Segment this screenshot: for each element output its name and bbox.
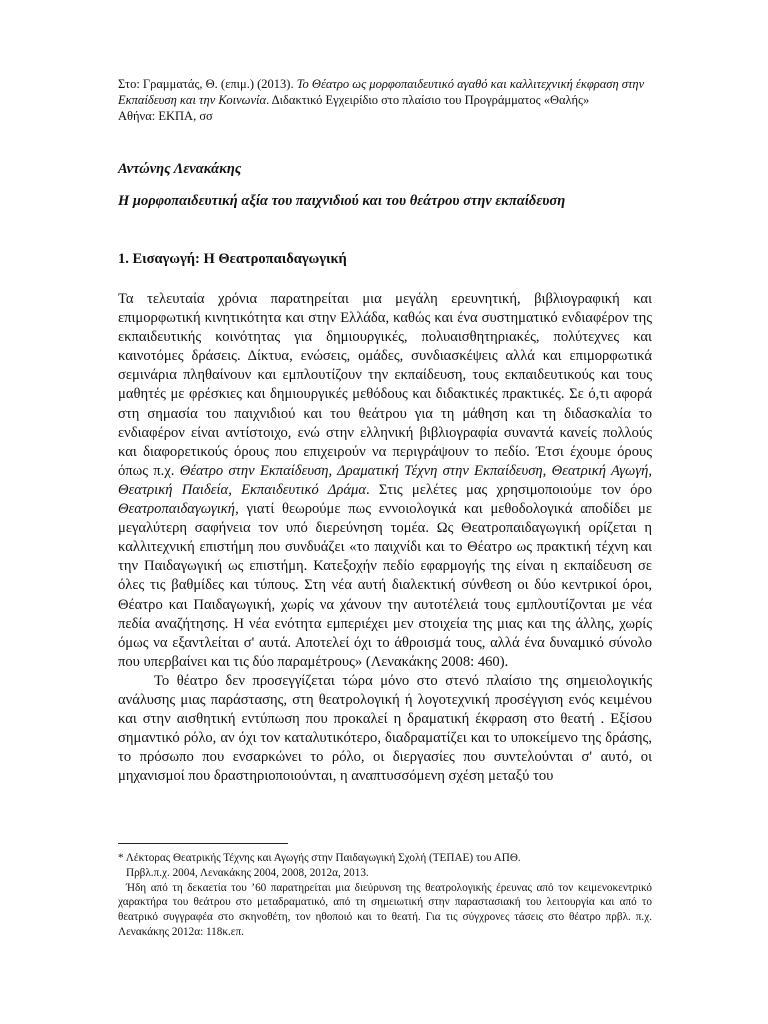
paragraph-1-text-3: , γιατί θεωρούμε πως εννοιολογικά και μεθοδολογικά αποδίδει με μεγαλύτερη σαφήνεια τον υπό διερεύνηση τομέα. Ως Θεατροπαιδαγωγική ορίζεται η καλλιτεχνική επιστήμη που συνδυάζει «το παιχνίδι και το Θέατρο ως πρακτική τέχνη και την Παιδαγωγική ως επιστήμη. Κατεξοχήν πεδίο εφαρμογής της είναι η εκπαίδευση σε όλες τις βαθμίδες και τύπους. Στη νέα αυτή διαλεκτική σύνθεση οι δύο κεντρικοί όροι, Θέατρο και Παιδαγωγική, χωρίς να χάνουν την αυτοτέλειά τους εμπλουτίζονται με νέα πεδία αναζήτησης. Η νέα ενότητα εμπεριέχει μεν στοιχεία της μιας και της άλλης, χωρίς όμως να εξαντλείται σ' αυτά. Αποτελεί όχι το άθροισμά τους, αλλά ένα δυναμικό σύνολο που υπερβαίνει και τις δύο παραμέτρους» (Λενακάκης 2008: 460).	[118, 501, 652, 670]
author-name: Αντώνης Λενακάκης	[118, 161, 242, 177]
footnote-divider	[118, 843, 288, 844]
citation-book-title: Το Θέατρο ως μορφοπαιδευτικό αγαθό και καλλιτεχνική έκφραση στην Εκπαίδευση και την Κοινωνία	[118, 77, 645, 107]
footnote-3: Ήδη από τη δεκαετία του ’60 παρατηρείται μια διεύρυνση της θεατρολογικής έρευνας από τον κειμενοκεντρικό χαρακτήρα του θεάτρου στο μεταδραματικό, από τη σημειωτική στην παραστασιακή του λειτουργία και από το θεατρικό συγγραφέα στο σκηνοθέτη, τον ηθοποιό και το θεατή. Για τις σύγχρονες τάσεις στο θέατρο πρβλ. π.χ. Λενακάκης 2012α: 118κ.επ.	[118, 881, 652, 938]
citation-text: Στο: Γραμματάς, Θ. (επιμ.) (2013).	[118, 77, 297, 91]
footnote-1: * Λέκτορας Θεατρικής Τέχνης και Αγωγής στην Παιδαγωγική Σχολή (ΤΕΠΑΕ) του ΑΠΘ.	[118, 852, 521, 864]
section-heading: 1. Εισαγωγή: Η Θεατροπαιδαγωγική	[118, 251, 347, 267]
paragraph-2: Το θέατρο δεν προσεγγίζεται τώρα μόνο στο στενό πλαίσιο της σημειολογικής ανάλυσης μιας παράστασης, στη θεατρολογική ή λογοτεχνική προσέγγιση ενός κειμένου και στην αισθητική εντύπωση που προκαλεί η δραματική έκφραση στο θεατή . Εξίσου σημαντικό ρόλο, αν όχι τον καταλυτικότερο, διαδραματίζει και το υποκείμενο της δράσης, το πρόσωπο που ενσαρκώνει το ρόλο, οι διεργασίες που συντελούνται σ' αυτό, οι μηχανισμοί που δραστηριοποιούνται, η αναπτυσσόμενη σχέση μεταξύ του	[118, 672, 652, 785]
footnote-2: Πρβλ.π.χ. 2004, Λενακάκης 2004, 2008, 2012α, 2013.	[126, 866, 369, 879]
citation-header	[118, 76, 652, 124]
paragraph-1-term: Θεατροπαιδαγωγική	[118, 501, 236, 518]
paragraph-1-terms: Θέατρο στην Εκπαίδευση, Δραματική Τέχνη στην Εκπαίδευση, Θεατρική Αγωγή, Θεατρική Παιδεία, Εκπαιδευτικό Δράμα	[118, 462, 652, 498]
paragraph-1-text-2: . Στις μελέτες μας χρησιμοποιούμε τον όρο	[366, 481, 652, 498]
article-title: Η μορφοπαιδευτική αξία του παιχνιδιού και του θεάτρου στην εκπαίδευση	[118, 193, 566, 209]
document-page	[118, 76, 652, 786]
footnotes	[118, 851, 652, 940]
paragraph-1	[118, 290, 652, 672]
citation-series: . Διδακτικό Εγχειρίδιο στο πλαίσιο του Προγράμματος «Θαλής»	[266, 93, 590, 107]
citation-publisher: Αθήνα: ΕΚΠΑ, σσ	[118, 109, 213, 123]
paragraph-1-text: Τα τελευταία χρόνια παρατηρείται μια μεγάλη ερευνητική, βιβλιογραφική και επιμορφωτική κινητικότητα και στην Ελλάδα, καθώς και ένα συστηματικό ενδιαφέρον της εκπαιδευτικής κοινότητας για δημιουργικές, πολυαισθητηριακές, πολύτεχνες και καινοτόμες δράσεις. Δίκτυα, ενώσεις, ομάδες, συνδιασκέψεις αλλά και επιμορφωτικά σεμινάρια πληθαίνουν και εμπλουτίζουν την εκπαίδευση, τους εκπαιδευτικούς και τους μαθητές με φρέσκιες και δημιουργικές μεθόδους και διδακτικές πρακτικές. Σε ό,τι αφορά στη σημασία του παιχνιδιού και του θεάτρου για τη μάθηση και τη διδασκαλία το ενδιαφέρον είναι αντίστοιχο, ενώ στην ελληνική βιβλιογραφία συναντά κανείς πολλούς και διαφορετικούς όρους που επιχειρούν να περιγράψουν το πεδίο. Έτσι έχουμε όρους όπως π.χ.	[118, 291, 652, 479]
